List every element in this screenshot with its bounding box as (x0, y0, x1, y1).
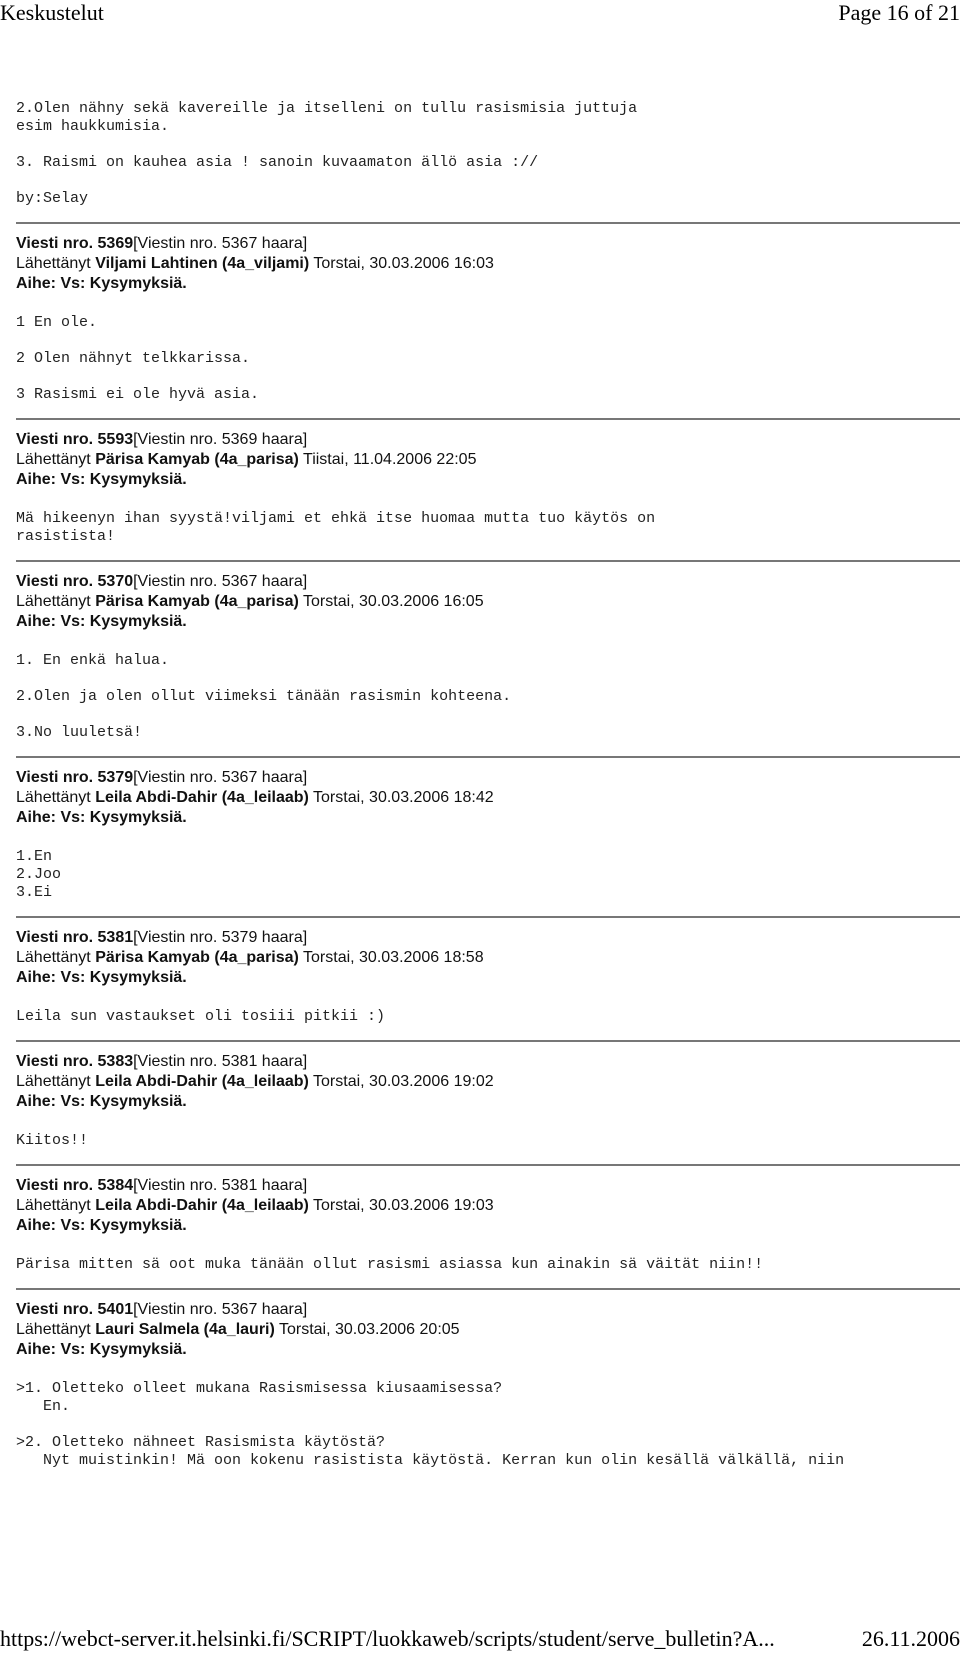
page-header (0, 0, 960, 26)
post-author-line (16, 1196, 944, 1216)
message-paragraph (16, 724, 944, 742)
post-label: Viesti nro. (16, 1053, 94, 1070)
message-line: 2.Olen ja olen ollut viimeksi tänään rasismin kohteena. (16, 688, 512, 705)
post-subject: Aihe: Vs: Kysymyksiä. (16, 1217, 187, 1234)
post-author: Pärisa Kamyab (4a_parisa) (95, 451, 299, 468)
message-line: 1. En enkä halua. (16, 652, 170, 669)
message-paragraph (16, 350, 944, 368)
post (16, 1164, 944, 1274)
sent-label: Lähettänyt (16, 1197, 91, 1214)
post-author-line (16, 948, 944, 968)
post-subject: Aihe: Vs: Kysymyksiä. (16, 613, 187, 630)
post-label: Viesti nro. (16, 235, 94, 252)
post-author-line (16, 1072, 944, 1092)
post-id-line (16, 1052, 944, 1072)
post-id-line (16, 1176, 944, 1196)
post-id-line (16, 234, 944, 254)
header-title: Keskustelut (0, 0, 104, 25)
sent-label: Lähettänyt (16, 949, 91, 966)
message-line: 3.No luuletsä! (16, 724, 143, 741)
post-number-link[interactable]: 5593 (97, 431, 134, 448)
post-thread-ref: [Viestin nro. 5367 haara] (133, 235, 308, 252)
post-number-link[interactable]: 5401 (97, 1301, 134, 1318)
post-author-line (16, 592, 944, 612)
post-label: Viesti nro. (16, 431, 94, 448)
message-line: >1. Oletteko olleet mukana Rasismisessa kiusaamisessa? (16, 1380, 503, 1397)
post-header (16, 420, 944, 490)
message-line: esim haukkumisia. (16, 118, 170, 135)
post-number-link[interactable]: 5381 (97, 929, 134, 946)
post-date: Torstai, 30.03.2006 16:03 (313, 255, 494, 272)
message-line: 3 Rasismi ei ole hyvä asia. (16, 386, 260, 403)
message-paragraph (16, 1256, 944, 1274)
message-line: Mä hikeenyn ihan syystä!viljami et ehkä itse huomaa mutta tuo käytös on (16, 510, 656, 527)
post-body (16, 848, 944, 902)
footer-url: https://webct-server.it.helsinki.fi/SCRIPT/luokkaweb/scripts/student/serve_bulletin?A... (0, 1626, 775, 1651)
message-paragraph (16, 1132, 944, 1150)
post-id-line (16, 572, 944, 592)
message-line: Kiitos!! (16, 1132, 89, 1149)
post-header (16, 758, 944, 828)
post-body (16, 314, 944, 404)
message-line: >2. Oletteko nähneet Rasismista käytöstä? (16, 1434, 386, 1451)
sent-label: Lähettänyt (16, 451, 91, 468)
post (16, 916, 944, 1026)
post-body (16, 652, 944, 742)
post-author: Pärisa Kamyab (4a_parisa) (95, 949, 299, 966)
post-thread-ref: [Viestin nro. 5381 haara] (133, 1053, 308, 1070)
post-author: Leila Abdi-Dahir (4a_leilaab) (95, 1197, 309, 1214)
post-header (16, 224, 944, 294)
post-list (16, 222, 944, 1470)
post-author-line (16, 450, 944, 470)
post-thread-ref: [Viestin nro. 5369 haara] (133, 431, 308, 448)
message-line: Nyt muistinkin! Mä oon kokenu rasistista käytöstä. Kerran kun olin kesällä välkällä, niin (16, 1452, 845, 1469)
message-paragraph (16, 510, 944, 546)
post-header (16, 1042, 944, 1112)
post-thread-ref: [Viestin nro. 5379 haara] (133, 929, 308, 946)
post-date: Tiistai, 11.04.2006 22:05 (303, 451, 477, 468)
post (16, 222, 944, 404)
post-number-link[interactable]: 5379 (97, 769, 134, 786)
post-date: Torstai, 30.03.2006 20:05 (278, 1321, 460, 1338)
message-line: by:Selay (16, 190, 89, 207)
intro-body (16, 100, 944, 208)
footer-date: 26.11.2006 (861, 1626, 960, 1651)
bulletin-content (16, 100, 944, 1484)
message-paragraph (16, 314, 944, 332)
message-paragraph (16, 688, 944, 706)
post-subject: Aihe: Vs: Kysymyksiä. (16, 809, 187, 826)
message-paragraph (16, 1434, 944, 1470)
post-subject: Aihe: Vs: Kysymyksiä. (16, 1341, 187, 1358)
page-footer (0, 1626, 960, 1652)
message-line: 1.En (16, 848, 53, 865)
sent-label: Lähettänyt (16, 255, 91, 272)
message-line: 1 En ole. (16, 314, 98, 331)
post-subject: Aihe: Vs: Kysymyksiä. (16, 275, 187, 292)
post-label: Viesti nro. (16, 1177, 94, 1194)
post-number-link[interactable]: 5383 (97, 1053, 134, 1070)
post-number-link[interactable]: 5370 (97, 573, 134, 590)
post-date: Torstai, 30.03.2006 19:03 (313, 1197, 494, 1214)
message-line: En. (16, 1398, 71, 1415)
post-thread-ref: [Viestin nro. 5381 haara] (133, 1177, 308, 1194)
post-thread-ref: [Viestin nro. 5367 haara] (133, 1301, 308, 1318)
post-date: Torstai, 30.03.2006 18:42 (313, 789, 494, 806)
post-date: Torstai, 30.03.2006 16:05 (303, 593, 484, 610)
post-author: Viljami Lahtinen (4a_viljami) (95, 255, 310, 272)
sent-label: Lähettänyt (16, 789, 91, 806)
message-line: 2 Olen nähnyt telkkarissa. (16, 350, 251, 367)
message-paragraph (16, 848, 944, 902)
post (16, 418, 944, 546)
post-header (16, 918, 944, 988)
message-line: Pärisa mitten sä oot muka tänään ollut rasismi asiassa kun ainakin sä väität niin!! (16, 1256, 764, 1273)
post-id-line (16, 1300, 944, 1320)
post (16, 1288, 944, 1470)
message-line: 2.Joo (16, 866, 62, 883)
post-thread-ref: [Viestin nro. 5367 haara] (133, 573, 308, 590)
message-paragraph (16, 100, 944, 136)
post-subject: Aihe: Vs: Kysymyksiä. (16, 1093, 187, 1110)
post-author: Pärisa Kamyab (4a_parisa) (95, 593, 299, 610)
message-paragraph (16, 154, 944, 172)
message-paragraph (16, 1008, 944, 1026)
message-line: 3. Raismi on kauhea asia ! sanoin kuvaamaton ällö asia :// (16, 154, 539, 171)
sent-label: Lähettänyt (16, 593, 91, 610)
post-subject: Aihe: Vs: Kysymyksiä. (16, 969, 187, 986)
post-author: Leila Abdi-Dahir (4a_leilaab) (95, 1073, 309, 1090)
post-subject: Aihe: Vs: Kysymyksiä. (16, 471, 187, 488)
message-line: Leila sun vastaukset oli tosiii pitkii :) (16, 1008, 386, 1025)
post-id-line (16, 768, 944, 788)
post-body (16, 1380, 944, 1470)
post-author: Leila Abdi-Dahir (4a_leilaab) (95, 789, 309, 806)
post (16, 1040, 944, 1150)
post (16, 560, 944, 742)
message-paragraph (16, 652, 944, 670)
post-author-line (16, 254, 944, 274)
post (16, 756, 944, 902)
post-header (16, 1166, 944, 1236)
post-author-line (16, 788, 944, 808)
post-body (16, 1256, 944, 1274)
post-author-line (16, 1320, 944, 1340)
post-number-link[interactable]: 5369 (97, 235, 134, 252)
message-line: 3.Ei (16, 884, 53, 901)
post-id-line (16, 928, 944, 948)
post-date: Torstai, 30.03.2006 19:02 (313, 1073, 494, 1090)
post-header (16, 1290, 944, 1360)
post-label: Viesti nro. (16, 1301, 94, 1318)
message-paragraph (16, 386, 944, 404)
post-body (16, 1008, 944, 1026)
page-number: Page 16 of 21 (838, 0, 960, 25)
message-line: 2.Olen nähny sekä kavereille ja itselleni on tullu rasismisia juttuja (16, 100, 638, 117)
post-author: Lauri Salmela (4a_lauri) (95, 1321, 275, 1338)
post-body (16, 1132, 944, 1150)
post-header (16, 562, 944, 632)
sent-label: Lähettänyt (16, 1321, 91, 1338)
post-label: Viesti nro. (16, 573, 94, 590)
message-paragraph (16, 190, 944, 208)
message-line: rasistista! (16, 528, 116, 545)
post-date: Torstai, 30.03.2006 18:58 (303, 949, 484, 966)
sent-label: Lähettänyt (16, 1073, 91, 1090)
post-thread-ref: [Viestin nro. 5367 haara] (133, 769, 308, 786)
post-id-line (16, 430, 944, 450)
message-paragraph (16, 1380, 944, 1416)
post-label: Viesti nro. (16, 929, 94, 946)
post-label: Viesti nro. (16, 769, 94, 786)
post-body (16, 510, 944, 546)
post-number-link[interactable]: 5384 (97, 1177, 134, 1194)
